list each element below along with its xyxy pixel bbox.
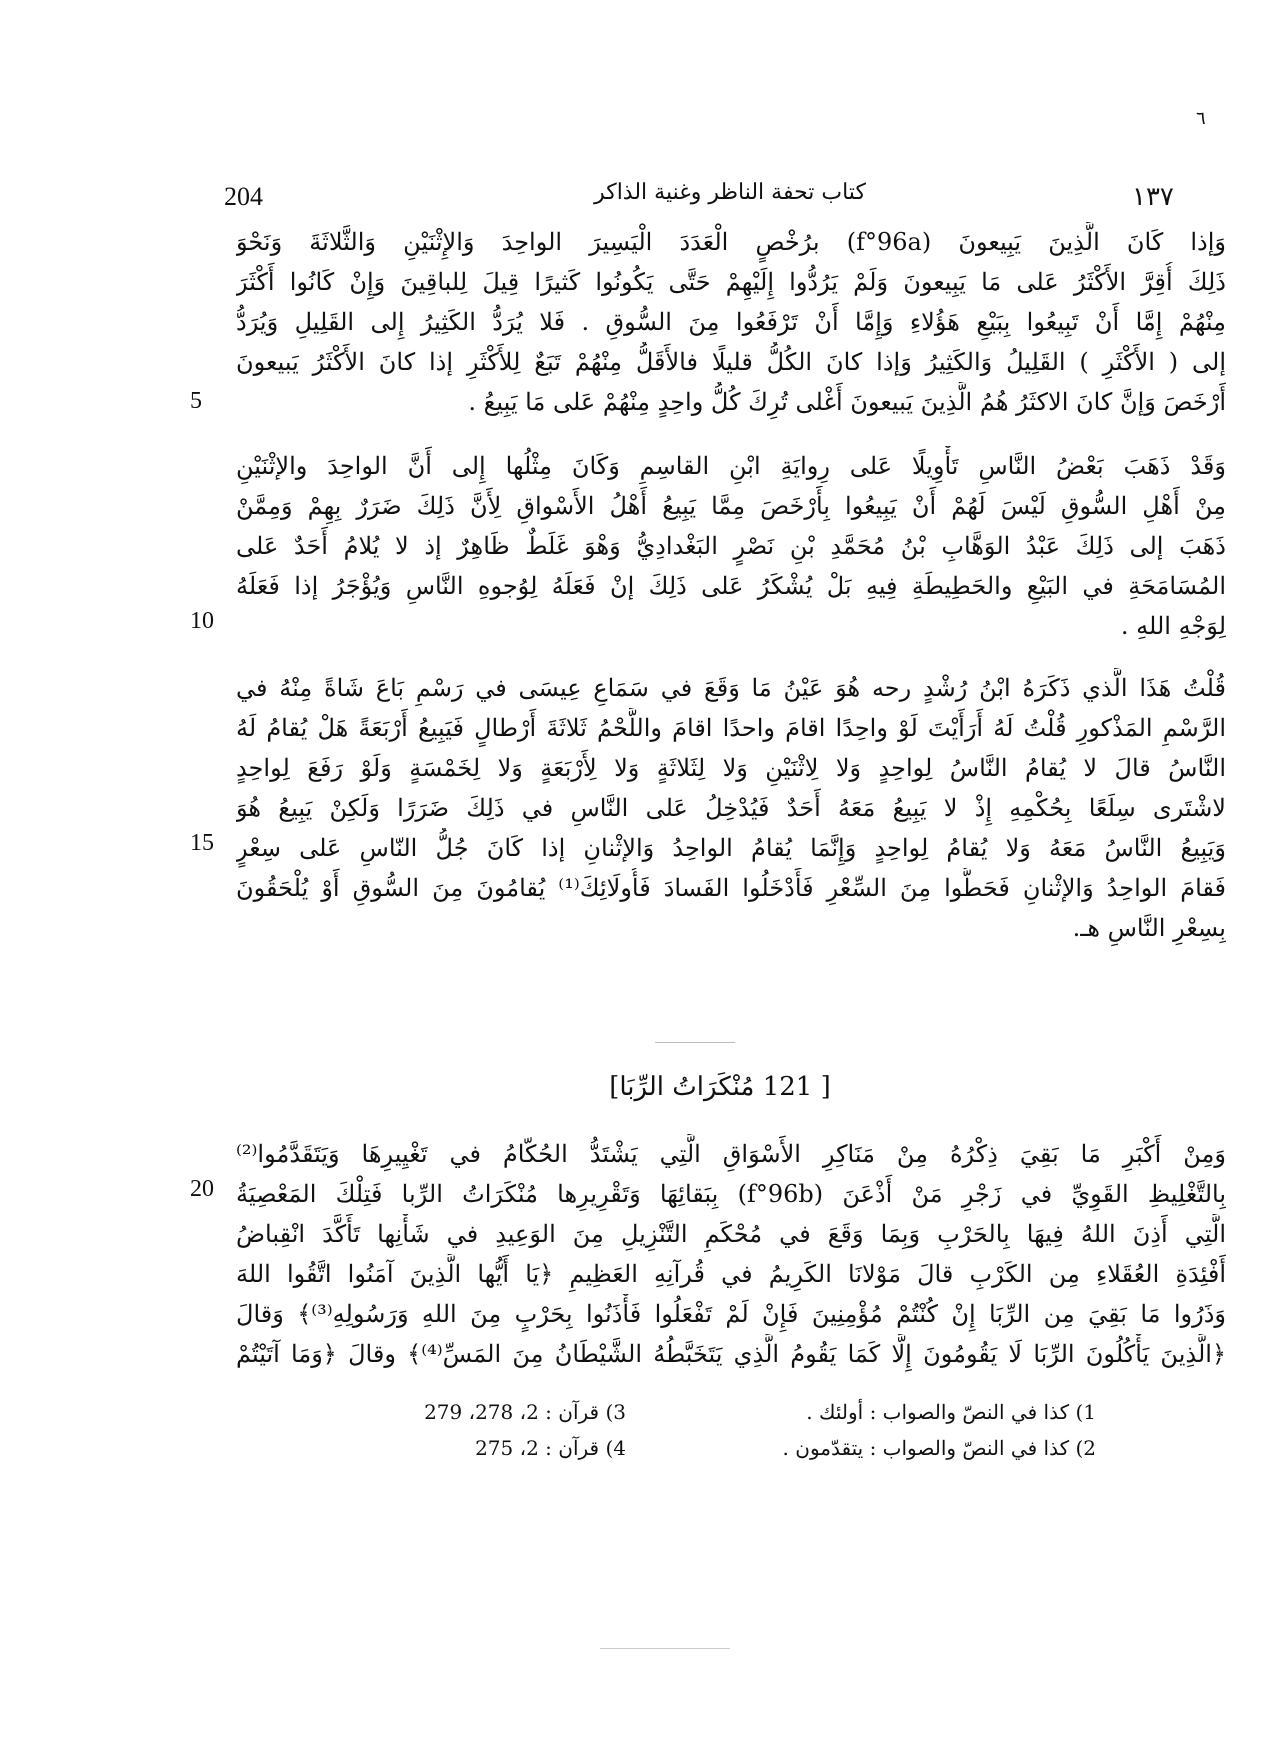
- text-line: وَمِنْ أَكْبَرِ مَا بَقِيَ ذِكْرُهُ مِنْ مَنَاكِرِ الأَسْوَاقِ الَّتِي يَشْتَدُّ الحُكّامُ في تَغْيِيرِهَا وَيَتَقَدَّمُوا⁽²⁾: [236, 1140, 1226, 1168]
- text-line: مِنْهُمْ إِمَّا أَنْ تَبِيعُوا بِبَيْعِ هَؤُلاءِ وَإِمَّا أَنْ تَرْفَعُوا مِنَ السُّوقِ . فَلا يُرَدُّ الكَثِيرُ إِلى القَلِيلِ وَيُرَدُّ: [236, 308, 1226, 336]
- text-line: فَقامَ الواحِدُ وَالإثْنانِ فَحَطُّوا مِنَ السِّعْرِ فَأَدْخَلُوا الفَسادَ فَأُولَائِكَ⁽¹⁾ يُقامُونَ مِنَ السُّوقِ أَوْ يُلْحَقُونَ: [236, 874, 1226, 902]
- line-number: 10: [190, 608, 214, 634]
- footnote-4: 4) قرآن : 2، 275: [475, 1436, 626, 1460]
- text-line: بِالتَّغْلِيظِ القَوِيِّ في زَجْرِ مَنْ أَذْعَنَ (f°96b) بِبَقائِهَا وَتَقْرِيرِها مُنْكَرَاتُ الرِّبا فَتِلْكَ المَعْصِيَةُ: [236, 1180, 1226, 1208]
- text-line: النَّاسُ قالَ لا يُقامُ النَّاسُ لِواحِدٍ وَلا لِاثْنَيْنِ وَلا لِثَلاثَةٍ وَلا لِأَرْبَعَةٍ وَلا لِخَمْسَةٍ وَلَوْ رَفَعَ لِواحِدٍ: [236, 754, 1226, 782]
- text-line: الَّتِي أَذِنَ اللهُ فِيهَا بِالحَرْبِ وَبِمَا وَقَعَ في مُحْكَمِ التَّنْزِيلِ مِنَ الوَعِيدِ في شَأْنِها تَأَكَّدَ انْقِباضُ: [236, 1220, 1226, 1248]
- text-line: وَيَبِيعُ النَّاسُ مَعَهُ وَلا يُقامُ لِواحِدٍ وَإِنَّمَا يُقامُ الواحِدُ وَالإثْنانِ إذا كَانَ جُلُّ النّاسِ عَلى سِعْرٍ: [236, 834, 1226, 862]
- running-title: كتاب تحفة الناظر وغنية الذاكر: [594, 180, 866, 205]
- text-line: وَإذا كَانَ الَّذِينَ يَبِيعونَ (f°96a) برُخْصٍ الْعَدَدَ الْيَسِيرَ الواحِدَ وَالإِثْنَيْنِ وَالثَّلاثَةَ وَنَحْوَ: [236, 228, 1226, 256]
- footnote-1: 1) كذا في النصّ والصواب : أولئك .: [806, 1400, 1096, 1424]
- line-number: 15: [190, 830, 214, 856]
- text-line: ﴿الَّذِينَ يَأْكُلُونَ الرِّبَا لَا يَقُومُونَ إِلَّا كَمَا يَقُومُ الَّذِي يَتَخَبَّطُهُ الشَّيْطَانُ مِنَ المَسِّ⁽⁴⁾﴾ وقالَ ﴿وَمَا آتَيْتُمْ: [236, 1340, 1226, 1368]
- text-line: أَرْخَصَ وَإنَّ كانَ الاكثَرُ هُمُ الَّذِينَ يَبيعونَ أَغْلى تُرِكَ كُلُّ واحِدٍ مِنْهُمْ عَلى مَا يَبِيعُ .: [468, 388, 1226, 416]
- text-line: بِسِعْرِ النَّاسِ هـ.: [1072, 914, 1226, 942]
- line-number: 5: [190, 388, 202, 414]
- text-line: الرَّسْمِ المَذْكورِ قُلْتُ لَهُ أَرَأَيْتَ لَوْ واحِدًا اقامَ واحدًا اقامَ واللَّحْمُ ثَلاثَةَ أَرْطالٍ فَيَبِيعُ أَرْبَعَةً هَلْ يُقامُ لَهُ: [236, 714, 1226, 742]
- text-line: وَذَرُوا مَا بَقِيَ مِن الرِّبَا إِنْ كُنْتُمْ مُؤْمِنِينَ فَإِنْ لَمْ تَفْعَلُوا فَأْذَنُوا بِحَرْبٍ مِنَ اللهِ وَرَسُولِهِ⁽³⁾﴾ وَقالَ: [236, 1300, 1226, 1328]
- separator-rule: [655, 1042, 735, 1043]
- line-number: 20: [190, 1176, 214, 1202]
- footnote-2: 2) كذا في النصّ والصواب : يتقدّمون .: [782, 1436, 1096, 1460]
- text-line: مِنْ أَهْلِ السُّوقِ لَيْسَ لَهُمْ أَنْ يَبِيعُوا بِأَرْخَصَ مِمَّا يَبِيعُ أَهْلُ الأَسْواقِ لِأَنَّ ذَلِكَ ضَرَرٌ بِهِمْ وَمِمَّنْ: [236, 492, 1226, 520]
- text-line: لِوَجْهِ اللهِ .: [1120, 612, 1226, 640]
- text-line: ذَهَبَ إلى ذَلِكَ عَبْدُ الوَهَّابِ بْنُ مُحَمَّدِ بْنِ نَصْرٍ البَغْدادِيُّ وَهْوَ غَلَطٌ ظَاهِرٌ إذ لا يُلامُ أَحَدٌ عَلى: [236, 532, 1226, 560]
- text-line: قُلْتُ هَذَا الَّذي ذَكَرَهُ ابْنُ رُشْدٍ رحه هُوَ عَيْنُ مَا وَقَعَ في سَمَاعِ عِيسَى في رَسْمِ بَاعَ شَاةً مِنْهُ في: [236, 674, 1226, 702]
- corner-mark: ٦: [1196, 108, 1206, 129]
- text-line: إلى ( الأَكْثَرِ ) القَلِيلُ وَالكَثِيرُ وَإذا كانَ الكُلُّ قليلًا فالأَقَلُّ مِنْهُمْ تَبَعٌ لِلأَكْثَرِ إذا كانَ الأَكْثَرُ يَبيعونَ: [236, 348, 1226, 376]
- text-line: وَقَدْ ذَهَبَ بَعْضُ النَّاسِ تَأْوِيلًا عَلى رِوايَةِ ابْنِ القاسِمِ وَكَانَ مِثْلُها إِلى أَنَّ الواحِدَ والإثْنَيْنِ: [236, 452, 1226, 480]
- section-heading: [ 121 مُنْكَرَاتُ الرِّبَا]: [609, 1072, 831, 1102]
- footer-rule: [600, 1648, 730, 1649]
- page-number-arabic: ١٣٧: [1132, 182, 1174, 211]
- text-line: ذَلِكَ أُقِرَّ الأَكْثَرُ عَلى مَا يَبِيعونَ وَلَمْ يَرُدُّوا إِلَيْهِمْ حَتَّى يَكُونُوا كَثيرًا قِيلَ لِلباقِينَ وَإِنْ كَانُوا أَكْثَرَ: [236, 268, 1226, 296]
- text-line: لاشْتَرى سِلَعًا بِحُكْمِهِ إِذْ لا يَبِيعُ مَعَهُ أَحَدٌ فَيُدْخِلُ عَلى النَّاسِ في ذَلِكَ ضَرَرًا وَلَكِنْ يَبِيعُ هُوَ: [236, 794, 1226, 822]
- text-line: المُسَامَحَةِ في البَيْعِ والحَطِيطَةِ فِيهِ بَلْ يُشْكَرُ عَلى ذَلِكَ إنْ فَعَلَهُ لِوُجوهِ النَّاسِ وَيُؤْجَرُ إذا فَعَلَهُ: [236, 572, 1226, 600]
- footnote-3: 3) قرآن : 2، 278، 279: [424, 1400, 626, 1424]
- text-line: أَفْئِدَةِ العُقَلاءِ مِن الكَرْبِ قالَ مَوْلانَا الكَرِيمُ في قُرآنِهِ العَظِيمِ ﴿يَا أَيُّها الَّذِينَ آمَنُوا اتَّقُوا اللهَ: [236, 1260, 1226, 1288]
- page-number: 204: [224, 182, 263, 211]
